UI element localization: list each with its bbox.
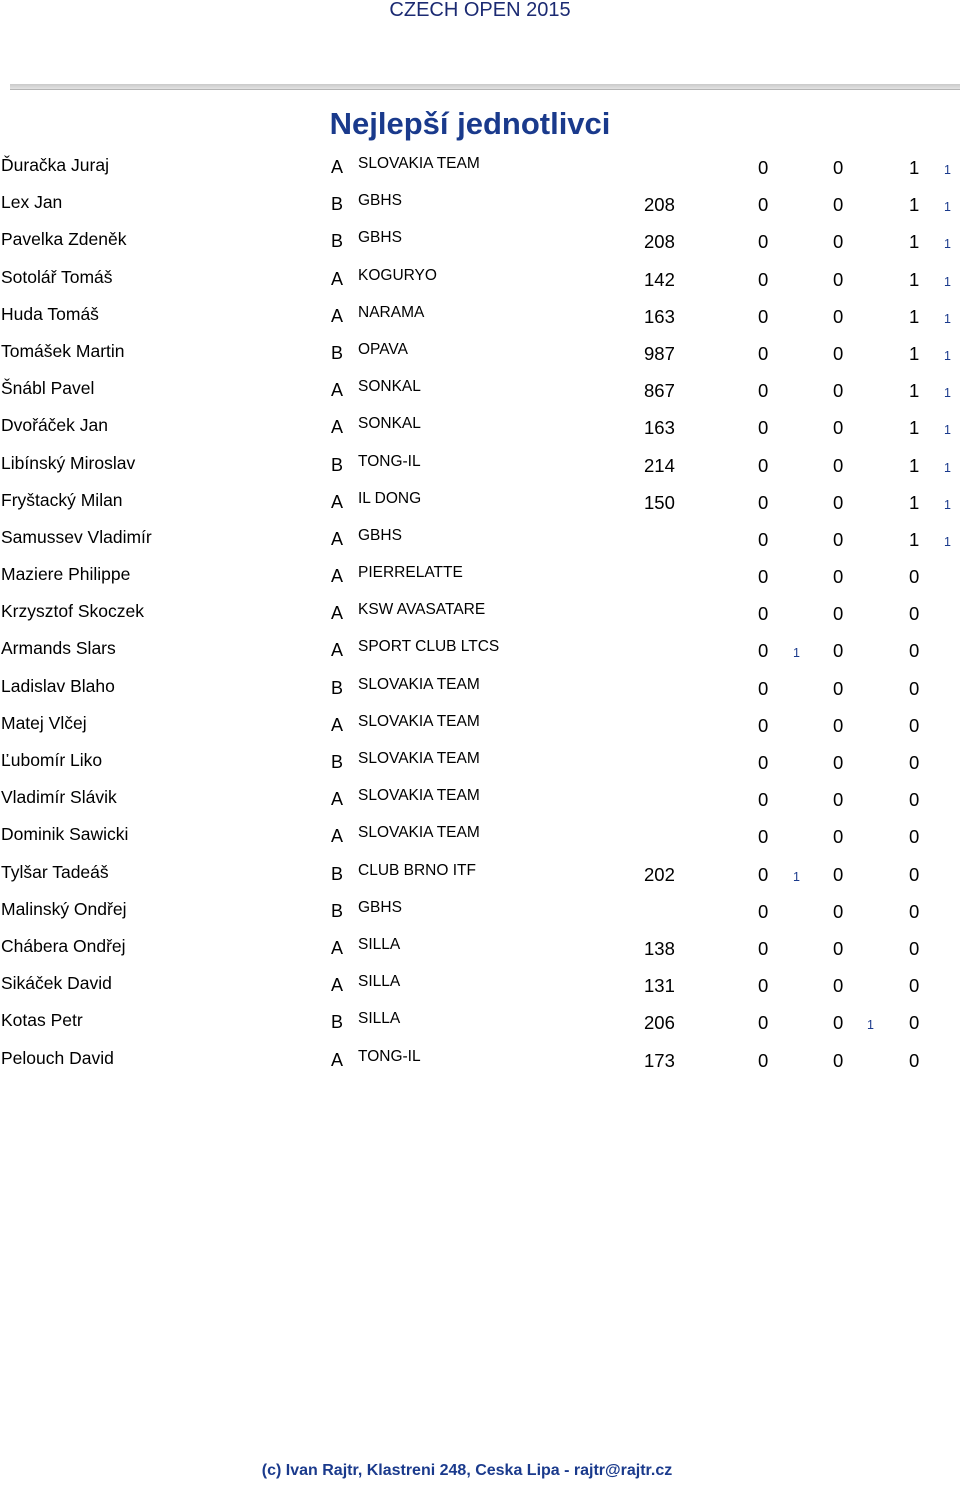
- score-1: 0: [758, 863, 769, 885]
- score-2: 0: [833, 975, 844, 997]
- club-name: SLOVAKIA TEAM: [358, 750, 480, 767]
- score-2: 0: [833, 417, 844, 439]
- mark-3: 1: [944, 534, 951, 549]
- points-value: 163: [644, 417, 675, 439]
- mark-3: 1: [944, 348, 951, 363]
- table-row: [0, 593, 960, 630]
- score-1: 0: [758, 975, 769, 997]
- points-value: 206: [644, 1012, 675, 1034]
- score-1: 0: [758, 640, 769, 662]
- score-1: 0: [758, 417, 769, 439]
- group-letter: B: [331, 863, 344, 884]
- score-3: 1: [909, 305, 920, 327]
- club-name: CLUB BRNO ITF: [358, 861, 476, 879]
- group-letter: A: [331, 566, 344, 587]
- score-3: 0: [909, 1049, 920, 1071]
- score-2: 0: [833, 900, 844, 922]
- competitor-name: Vladimír Slávik: [1, 787, 117, 808]
- score-2: 0: [833, 194, 844, 216]
- competitor-name: Samussev Vladimír: [1, 526, 152, 547]
- competitor-name: Sotolář Tomáš: [1, 266, 113, 287]
- club-name: KOGURYO: [358, 266, 437, 284]
- score-1: 0: [758, 454, 769, 476]
- score-1: 0: [758, 194, 769, 216]
- score-1: 0: [758, 1012, 769, 1034]
- points-value: 150: [644, 491, 675, 513]
- score-2: 0: [833, 231, 844, 253]
- club-name: SLOVAKIA TEAM: [358, 712, 480, 730]
- club-name: KSW AVASATARE: [358, 601, 486, 619]
- points-value: 202: [644, 863, 675, 885]
- competitor-name: Malinský Ondřej: [1, 898, 127, 919]
- club-name: SLOVAKIA TEAM: [358, 155, 480, 172]
- score-2: 0: [833, 937, 844, 959]
- score-1: 0: [758, 603, 769, 625]
- group-letter: B: [331, 342, 344, 363]
- score-1: 0: [758, 1049, 769, 1071]
- competitor-name: Dominik Sawicki: [1, 824, 129, 845]
- group-letter: A: [331, 975, 344, 996]
- mark-3: 1: [944, 386, 951, 401]
- mark-3: 1: [944, 274, 951, 289]
- score-3: 0: [909, 566, 920, 588]
- table-row: [0, 184, 960, 221]
- mark-3: 1: [944, 423, 951, 438]
- mark-1: 1: [793, 646, 800, 661]
- competitor-name: Pelouch David: [1, 1047, 114, 1068]
- score-1: 0: [758, 789, 769, 811]
- score-1: 0: [758, 231, 769, 253]
- club-name: SONKAL: [358, 415, 421, 433]
- score-3: 1: [909, 342, 920, 364]
- score-3: 1: [909, 491, 920, 513]
- competitor-name: Huda Tomáš: [1, 303, 99, 324]
- score-2: 0: [833, 268, 844, 290]
- points-value: 138: [644, 937, 675, 959]
- score-1: 0: [758, 157, 769, 178]
- group-letter: B: [331, 677, 344, 698]
- club-name: SILLA: [358, 935, 401, 953]
- group-letter: A: [331, 528, 344, 549]
- competitor-name: Tylšar Tadeáš: [1, 861, 109, 882]
- group-letter: A: [331, 1049, 344, 1070]
- competitor-name: Ďuračka Juraj: [1, 155, 109, 175]
- club-name: SLOVAKIA TEAM: [358, 824, 480, 842]
- table-row: [0, 333, 960, 370]
- club-name: PIERRELATTE: [358, 564, 463, 582]
- group-letter: A: [331, 826, 344, 847]
- score-2: 0: [833, 1012, 844, 1034]
- score-2: 0: [833, 640, 844, 662]
- points-value: 163: [644, 305, 675, 327]
- table-row: [0, 445, 960, 482]
- score-1: 0: [758, 380, 769, 402]
- score-3: 0: [909, 900, 920, 922]
- score-2: 0: [833, 863, 844, 885]
- competitor-name: Sikáček David: [1, 973, 112, 994]
- points-value: 987: [644, 342, 675, 364]
- score-3: 0: [909, 603, 920, 625]
- group-letter: B: [331, 900, 344, 921]
- group-letter: A: [331, 380, 344, 401]
- score-1: 0: [758, 566, 769, 588]
- score-1: 0: [758, 268, 769, 290]
- competitor-name: Pavelka Zdeněk: [1, 229, 127, 250]
- results-list: [0, 147, 960, 1077]
- competitor-name: Armands Slars: [1, 638, 116, 659]
- group-letter: B: [331, 454, 344, 475]
- score-2: 0: [833, 566, 844, 588]
- score-3: 0: [909, 826, 920, 848]
- score-1: 0: [758, 937, 769, 959]
- mark-3: 1: [944, 460, 951, 475]
- club-name: SONKAL: [358, 378, 421, 396]
- club-name: TONG-IL: [358, 1047, 421, 1065]
- table-row: [0, 779, 960, 816]
- mark-1: 1: [793, 869, 800, 884]
- club-name: IL DONG: [358, 489, 422, 507]
- competitor-name: Chábera Ondřej: [1, 935, 126, 956]
- points-value: 214: [644, 454, 675, 476]
- points-value: 208: [644, 194, 675, 216]
- score-3: 0: [909, 640, 920, 662]
- club-name: NARAMA: [358, 303, 425, 321]
- points-value: 131: [644, 975, 675, 997]
- score-1: 0: [758, 714, 769, 736]
- competitor-name: Matej Vlčej: [1, 712, 87, 733]
- table-row: [0, 519, 960, 556]
- group-letter: A: [331, 491, 344, 512]
- score-1: 0: [758, 752, 769, 773]
- page-title: Nejlepší jednotlivci: [329, 106, 611, 141]
- mark-3: 1: [944, 200, 951, 215]
- score-3: 0: [909, 714, 920, 736]
- table-row: [0, 1002, 960, 1039]
- table-row: [0, 221, 960, 258]
- table-row: [0, 259, 960, 296]
- score-2: 0: [833, 826, 844, 848]
- score-2: 0: [833, 714, 844, 736]
- competitor-name: Krzysztof Skoczek: [1, 601, 144, 622]
- club-name: GBHS: [358, 898, 402, 916]
- group-letter: A: [331, 714, 344, 735]
- score-3: 1: [909, 231, 920, 253]
- mark-3: 1: [944, 163, 951, 177]
- score-3: 1: [909, 417, 920, 439]
- club-name: TONG-IL: [358, 452, 421, 470]
- group-letter: A: [331, 417, 344, 438]
- table-row: [0, 705, 960, 742]
- score-2: 0: [833, 677, 844, 699]
- points-value: 142: [644, 268, 675, 290]
- group-letter: A: [331, 268, 344, 289]
- score-2: 0: [833, 528, 844, 550]
- mark-3: 1: [944, 311, 951, 326]
- club-name: SPORT CLUB LTCS: [358, 638, 500, 656]
- club-name: SILLA: [358, 973, 401, 991]
- score-1: 0: [758, 826, 769, 848]
- score-1: 0: [758, 491, 769, 513]
- score-3: 1: [909, 454, 920, 476]
- competitor-name: Ladislav Blaho: [1, 675, 115, 696]
- mark-2: 1: [867, 1018, 874, 1033]
- group-letter: A: [331, 937, 344, 958]
- club-name: GBHS: [358, 192, 402, 210]
- club-name: SLOVAKIA TEAM: [358, 675, 480, 693]
- score-1: 0: [758, 528, 769, 550]
- page-header: CZECH OPEN 2015: [389, 0, 571, 21]
- table-row: [0, 928, 960, 965]
- group-letter: B: [331, 1012, 344, 1033]
- score-3: 1: [909, 194, 920, 216]
- score-1: 0: [758, 677, 769, 699]
- score-1: 0: [758, 342, 769, 364]
- score-3: 0: [909, 937, 920, 959]
- group-letter: A: [331, 603, 344, 624]
- score-3: 1: [909, 157, 920, 178]
- club-name: GBHS: [358, 526, 402, 544]
- score-2: 0: [833, 752, 844, 773]
- score-3: 1: [909, 380, 920, 402]
- mark-3: 1: [944, 237, 951, 252]
- group-letter: A: [331, 305, 344, 326]
- mark-3: 1: [944, 497, 951, 512]
- score-3: 0: [909, 677, 920, 699]
- competitor-name: Šnábl Pavel: [1, 378, 95, 399]
- score-2: 0: [833, 491, 844, 513]
- club-name: SILLA: [358, 1010, 401, 1028]
- score-3: 0: [909, 752, 920, 773]
- score-1: 0: [758, 900, 769, 922]
- score-2: 0: [833, 1049, 844, 1071]
- score-2: 0: [833, 380, 844, 402]
- points-value: 208: [644, 231, 675, 253]
- score-2: 0: [833, 157, 844, 178]
- competitor-name: Lex Jan: [1, 192, 63, 213]
- group-letter: A: [331, 157, 344, 177]
- table-row: [0, 556, 960, 593]
- score-2: 0: [833, 789, 844, 811]
- score-1: 0: [758, 305, 769, 327]
- club-name: OPAVA: [358, 340, 408, 358]
- score-2: 0: [833, 603, 844, 625]
- table-row: [0, 147, 960, 184]
- club-name: SLOVAKIA TEAM: [358, 787, 480, 805]
- header-divider: [10, 84, 960, 90]
- points-value: 867: [644, 380, 675, 402]
- competitor-name: Tomášek Martin: [1, 340, 125, 361]
- group-letter: B: [331, 231, 344, 252]
- score-3: 0: [909, 1012, 920, 1034]
- competitor-name: Fryštacký Milan: [1, 489, 123, 510]
- table-row: [0, 482, 960, 519]
- table-row: [0, 1040, 960, 1077]
- score-3: 1: [909, 528, 920, 550]
- table-row: [0, 965, 960, 1002]
- score-3: 1: [909, 268, 920, 290]
- table-row: [0, 630, 960, 667]
- group-letter: B: [331, 194, 344, 215]
- table-row: [0, 296, 960, 333]
- group-letter: B: [331, 752, 344, 772]
- group-letter: A: [331, 640, 344, 661]
- points-value: 173: [644, 1049, 675, 1071]
- table-row: [0, 891, 960, 928]
- table-row: [0, 854, 960, 891]
- score-2: 0: [833, 342, 844, 364]
- score-3: 0: [909, 789, 920, 811]
- page-footer: (c) Ivan Rajtr, Klastreni 248, Ceska Lipa - rajtr@rajtr.cz: [261, 1462, 673, 1479]
- table-row: [0, 668, 960, 705]
- score-3: 0: [909, 863, 920, 885]
- score-3: 0: [909, 975, 920, 997]
- table-row: [0, 370, 960, 407]
- table-row: [0, 407, 960, 444]
- score-2: 0: [833, 454, 844, 476]
- competitor-name: Maziere Philippe: [1, 564, 131, 585]
- table-row: [0, 742, 960, 779]
- table-row: [0, 816, 960, 853]
- competitor-name: Dvořáček Jan: [1, 415, 108, 436]
- group-letter: A: [331, 789, 344, 810]
- competitor-name: Kotas Petr: [1, 1010, 83, 1031]
- score-2: 0: [833, 305, 844, 327]
- competitor-name: Ľubomír Liko: [1, 750, 103, 770]
- competitor-name: Libínský Miroslav: [1, 452, 136, 473]
- club-name: GBHS: [358, 229, 402, 247]
